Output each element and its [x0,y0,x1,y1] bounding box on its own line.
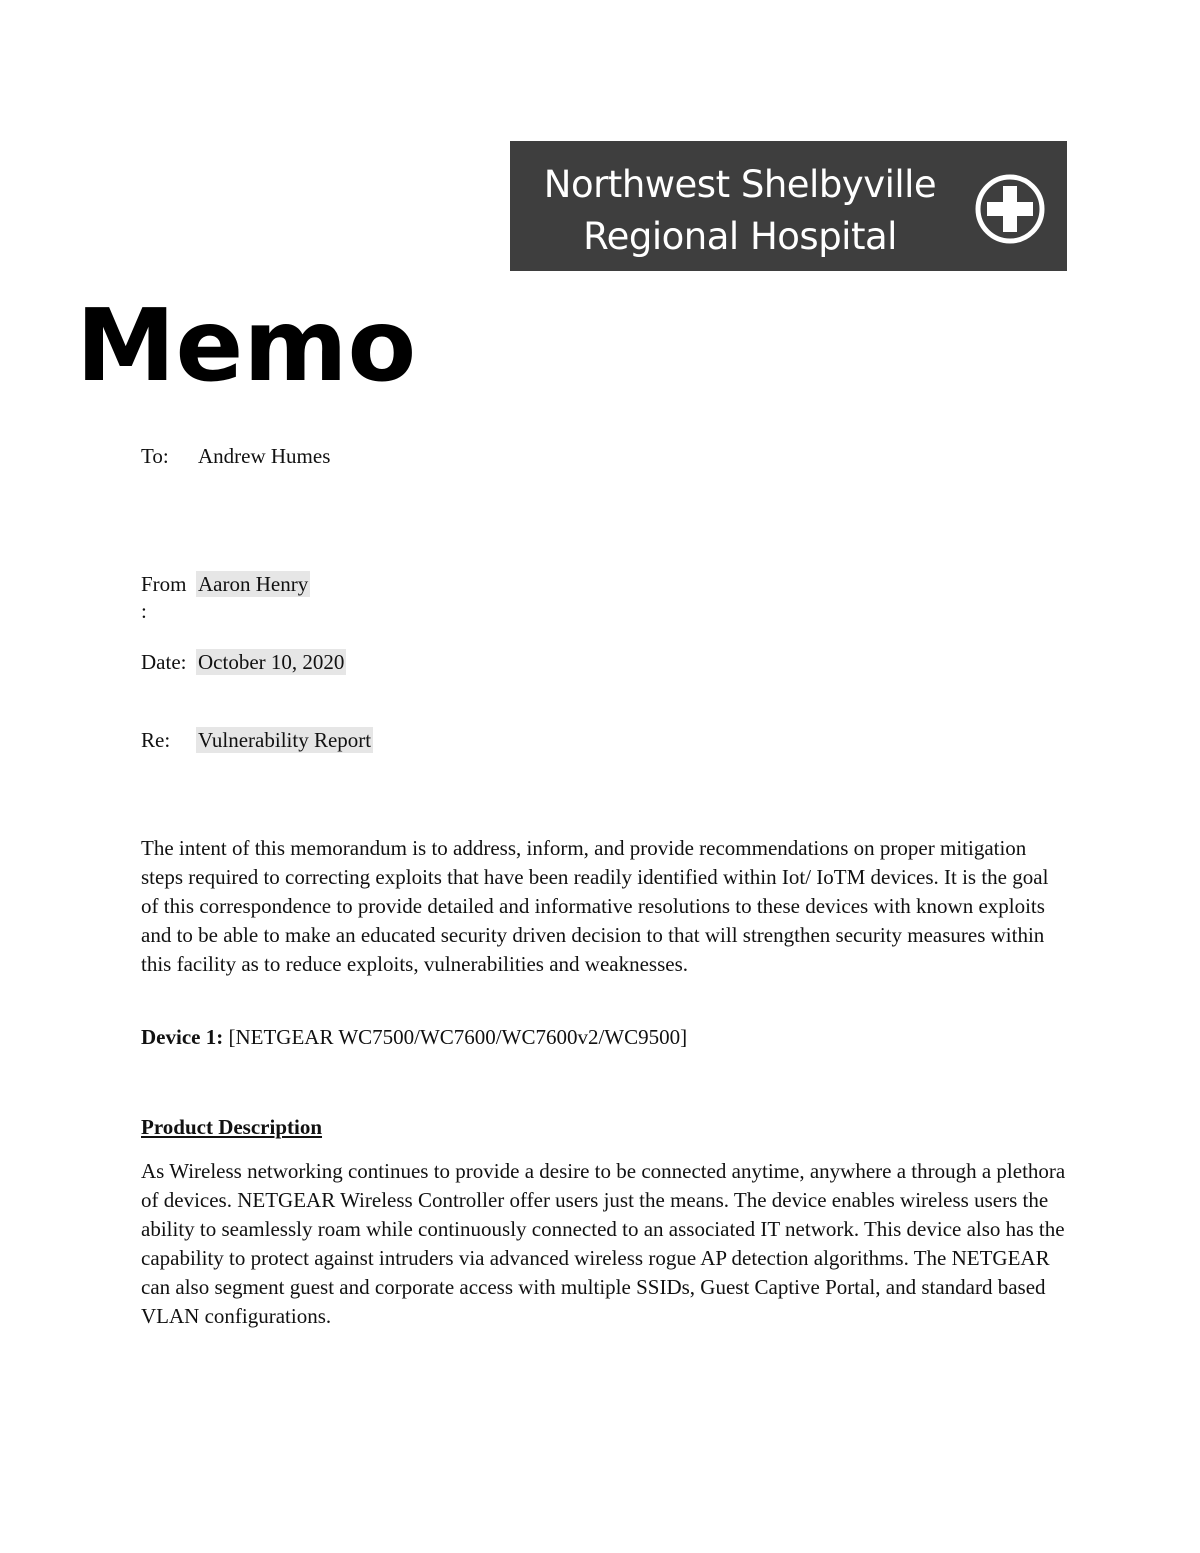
medical-cross-icon [974,173,1046,245]
logo-text [510,159,970,263]
logo-line-1: Northwest Shelbyville [543,163,937,206]
date-field [141,649,345,675]
date-value: October 10, 2020 [198,650,345,674]
from-value: Aaron Henry [198,572,309,596]
re-label: Re: [141,728,171,752]
device-value: [NETGEAR WC7500/WC7600/WC7600v2/WC9500] [228,1025,688,1049]
date-label: Date: [141,650,187,674]
logo-line-2: Regional Hospital [583,215,897,258]
to-label: To: [141,444,169,468]
from-label: From [141,572,187,596]
device-label: Device 1: [141,1025,224,1049]
memo-title: Memo [76,287,417,404]
re-value: Vulnerability Report [198,728,372,752]
from-colon: : [141,599,147,623]
description-paragraph: As Wireless networking continues to provide a desire to be connected anytime, anywhere a through a plethora of devices. NETGEAR Wireless Controller offer users just the means. The device enables wireless users the ability to seamlessly roam while continuously connected to an associated IT network. This device also has the capability to protect against intruders via advanced wireless rogue AP detection algorithms. The NETGEAR can also segment guest and corporate access with multiple SSIDs, Guest Captive Portal, and standard based VLAN configurations. [141,1159,1066,1328]
section-heading: Product Description [141,1115,323,1139]
hospital-logo [510,141,1067,271]
re-field [141,727,372,753]
device-line [141,1023,687,1052]
intro-paragraph: The intent of this memorandum is to address, inform, and provide recommendations on proper mitigation steps required to correcting exploits that have been readily identified within Iot/ IoTM devices. It is the goal of this correspondence to provide detailed and informative resolutions to these devices with known exploits and to be able to make an educated security driven decision to that will strengthen security measures within this facility as to reduce exploits, vulnerabilities and weaknesses. [141,836,1049,976]
from-field [141,571,309,597]
to-value: Andrew Humes [198,444,331,468]
to-field [141,443,331,469]
